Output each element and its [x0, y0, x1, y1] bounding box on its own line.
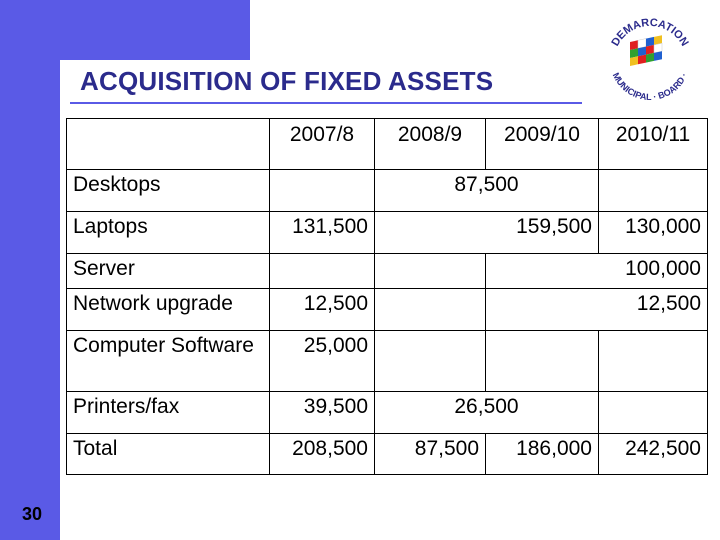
table-header-row [67, 119, 708, 170]
cell-empty [599, 331, 708, 392]
cell-laptops-value: 159,500 [375, 212, 599, 254]
table-row [67, 254, 708, 289]
logo-flag-icon [630, 35, 662, 66]
row-label-software: Computer Software [67, 331, 270, 392]
fixed-assets-table [66, 118, 708, 475]
row-label-desktops: Desktops [67, 170, 270, 212]
cell-empty [375, 289, 486, 331]
cell-network-2007: 12,500 [270, 289, 375, 331]
side-color-band [0, 0, 60, 540]
row-label-printers: Printers/fax [67, 392, 270, 434]
header-label [67, 119, 270, 170]
header-2009-10: 2009/10 [486, 119, 599, 170]
cell-total-2008: 87,500 [375, 434, 486, 475]
row-label-total: Total [67, 434, 270, 475]
row-label-network: Network upgrade [67, 289, 270, 331]
slide-title: ACQUISITION OF FIXED ASSETS [80, 66, 494, 96]
cell-printers-value: 26,500 [375, 392, 599, 434]
table-row [67, 170, 708, 212]
table-row [67, 289, 708, 331]
header-2010-11: 2010/11 [599, 119, 708, 170]
title-underline [70, 102, 582, 104]
cell-empty [486, 331, 599, 392]
row-label-server: Server [67, 254, 270, 289]
cell-empty [599, 392, 708, 434]
cell-empty [270, 170, 375, 212]
table-row [67, 212, 708, 254]
logo-bottom-text: MUNICIPAL · BOARD · [610, 70, 690, 102]
cell-printers-2007: 39,500 [270, 392, 375, 434]
logo-top-text: DEMARCATION [609, 16, 691, 49]
cell-empty [375, 254, 486, 289]
cell-server-value: 100,000 [486, 254, 708, 289]
cell-empty [270, 254, 375, 289]
cell-network-value: 12,500 [486, 289, 708, 331]
cell-software-2007: 25,000 [270, 331, 375, 392]
table-total-row [67, 434, 708, 475]
cell-total-2007: 208,500 [270, 434, 375, 475]
table-row [67, 331, 708, 392]
municipal-demarcation-board-logo [600, 12, 700, 102]
table-row [67, 392, 708, 434]
cell-laptops-2007: 131,500 [270, 212, 375, 254]
cell-laptops-2010: 130,000 [599, 212, 708, 254]
cell-total-2010: 242,500 [599, 434, 708, 475]
cell-empty [599, 170, 708, 212]
cell-total-2009: 186,000 [486, 434, 599, 475]
row-label-laptops: Laptops [67, 212, 270, 254]
header-2007-8: 2007/8 [270, 119, 375, 170]
slide-number: 30 [21, 504, 43, 524]
cell-desktops-value: 87,500 [375, 170, 599, 212]
cell-empty [375, 331, 486, 392]
svg-text:MUNICIPAL · BOARD · [611, 71, 689, 102]
header-2008-9: 2008/9 [375, 119, 486, 170]
